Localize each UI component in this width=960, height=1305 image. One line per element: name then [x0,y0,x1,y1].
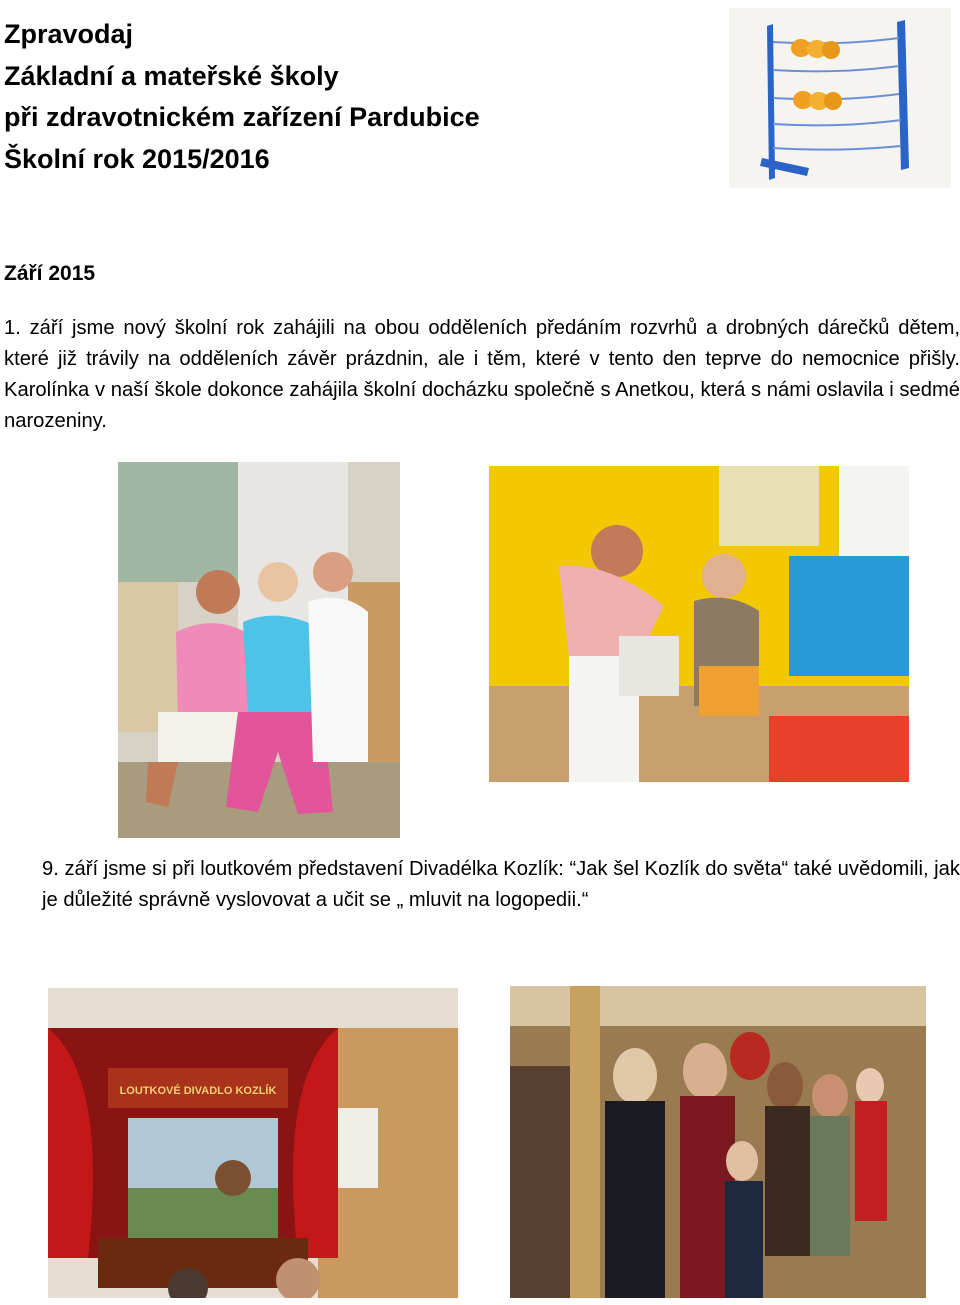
newsletter-header [4,14,704,180]
abacus-icon [729,8,951,188]
photo-puppet-theatre [48,988,458,1298]
paragraph-puppet-show: 9. září jsme si při loutkovém představení Divadélka Kozlík: “Jak šel Kozlík do světa“ také uvědomili, jak je důležité správně vyslovovat a učit se „ mluvit na logopedii.“ [42,858,960,911]
month-heading: Září 2015 [4,262,96,285]
photo-marionettes [510,986,926,1298]
school-name-line2: při zdravotnickém zařízení Pardubice [4,102,480,132]
school-name-line1: Základní a mateřské školy [4,60,339,91]
school-year: Školní rok 2015/2016 [4,143,270,174]
photo-classroom-gift [489,466,909,782]
paragraph-school-start: 1. září jsme nový školní rok zahájili na obou odděleních předáním rozvrhů a drobných dárečků dětem, které již trávily na odděleních závěr prázdnin, ale i těm, které v tento den teprve do nemocnice přišly. Karolínka v naší škole dokonce zahájila školní docházku společně s Anetkou, která s námi oslavila i sedmé narozeniny. [4,317,960,432]
photo-teachers-with-child [118,462,400,838]
puppet-theatre-sign: LOUTKOVÉ DIVADLO KOZLÍK [119,1085,277,1097]
newsletter-title: Zpravodaj [4,19,134,49]
